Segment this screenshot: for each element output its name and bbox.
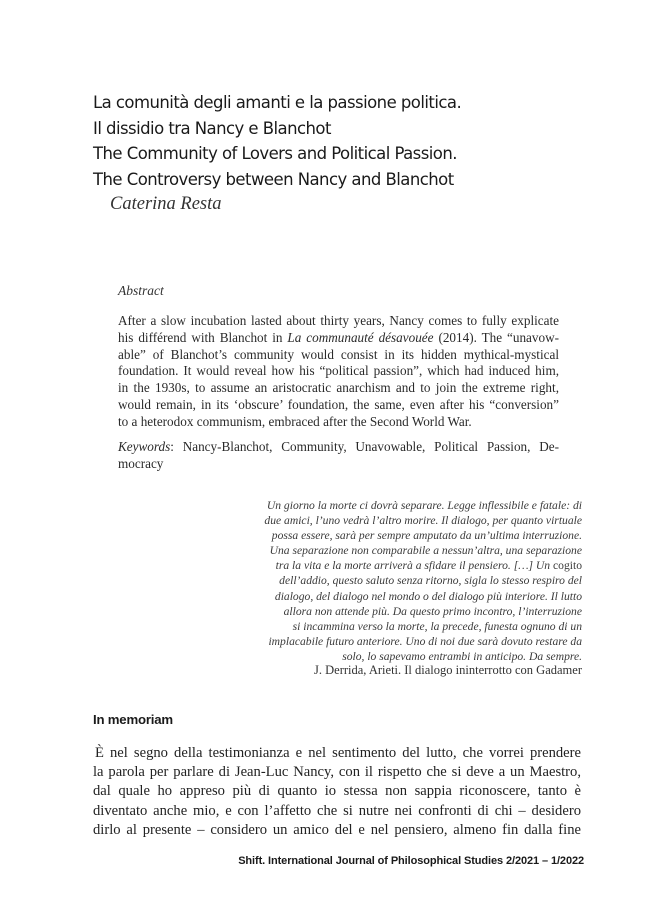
author-name: Caterina Resta xyxy=(110,194,222,214)
epigraph-line: solo, lo sapevamo entrambi in anticipo. Da sempre. xyxy=(342,649,582,663)
keywords-line: mocracy xyxy=(118,455,164,471)
epigraph-source: J. Derrida, Arieti. Il dialogo ininterrotto con Gadamer xyxy=(314,663,582,677)
epigraph-quote xyxy=(220,498,582,664)
epigraph-line: dialogo, del dialogo nel mondo o del dialogo più interiore. Il lutto xyxy=(274,589,582,603)
abstract-line xyxy=(118,397,559,414)
abstract-line-text: able” of Blanchot’s community would consist in its hidden mythical-mystical xyxy=(118,346,559,362)
epigraph-line: si incammina verso la morte, la precede, funesta ognuno di un xyxy=(292,619,582,633)
abstract-heading: Abstract xyxy=(118,283,164,298)
body-line: dal quale ho appreso più di quanto io stessa non sappia riconoscere, tanto è xyxy=(93,783,581,800)
cogito-word: cogito xyxy=(553,559,582,573)
abstract-line-text: would remain, in its ‘obscure’ foundation, the same, even after his “conversion” xyxy=(118,396,559,412)
abstract-line xyxy=(118,380,559,397)
abstract-line-text: (2014). The “unavow- xyxy=(433,329,560,345)
title-line: La comunità degli amanti e la passione politica. xyxy=(93,93,462,112)
abstract-line xyxy=(118,363,559,380)
body-line: È nel segno della testimonianza e nel sentimento del lutto, che vorrei prendere xyxy=(95,745,581,761)
abstract-line-text: foundation. It would reveal how his “political passion”, which had induced him, xyxy=(118,363,559,379)
abstract-line xyxy=(118,414,559,431)
epigraph-line: possa essere, sarà per sempre amputato da un’ultima interruzione. xyxy=(271,529,582,543)
abstract-line-text: his différend with Blanchot in xyxy=(118,329,288,345)
section-heading: In memoriam xyxy=(93,712,173,727)
epigraph-line-text: tra la vita e la morte arriverà a sfidare il pensiero. […] Un xyxy=(275,559,554,573)
title-line: Il dissidio tra Nancy e Blanchot xyxy=(93,118,331,138)
body-line: dirlo al presente – considero un amico del e nel pensiero, almeno fin dalla fine xyxy=(93,821,581,838)
epigraph-line: implacabile futuro anteriore. Uno di noi due sarà dovuto restare da xyxy=(268,634,582,648)
abstract-text xyxy=(118,313,559,431)
book-title: La communauté désavouée xyxy=(287,329,434,345)
abstract-line xyxy=(118,330,559,347)
epigraph-line: allora non attende più. Da questo primo incontro, l’interruzione xyxy=(283,604,582,618)
title-line: The Community of Lovers and Political Passion. xyxy=(93,144,457,163)
abstract-line-text: in the 1930s, to assume an aristocratic anarchism and to join the extreme right, xyxy=(118,380,559,396)
abstract-line xyxy=(118,313,559,330)
epigraph-line: Una separazione non comparabile a nessun’altra, una separazione xyxy=(269,544,582,558)
keywords xyxy=(118,439,559,473)
title-line: The Controversy between Nancy and Blanchot xyxy=(93,169,454,189)
abstract-line-text: to a heterodox communism, embraced after the Second World War. xyxy=(118,413,472,429)
epigraph-line: Un giorno la morte ci dovrà separare. Legge inflessibile e fatale: di xyxy=(266,499,582,512)
body-paragraph xyxy=(93,744,581,840)
body-line: la parola per parlare di Jean-Luc Nancy, con il rispetto che si deve a un Maestro, xyxy=(93,764,581,781)
article-title-block xyxy=(93,90,613,216)
keywords-line xyxy=(118,439,559,456)
journal-footer: Shift. International Journal of Philosophical Studies 2/2021 – 1/2022 xyxy=(238,855,584,867)
abstract-line xyxy=(118,347,559,364)
keywords-list: : Nancy-Blanchot, Community, Unavowable, Political Passion, De- xyxy=(170,439,559,454)
keywords-label: Keywords xyxy=(118,439,171,454)
epigraph-line xyxy=(220,558,582,573)
body-line: diventato anche mio, e con l’affetto che si nutre nei confronti di chi – desidero xyxy=(93,802,581,819)
epigraph-line: dell’addio, questo saluto senza ritorno, sigla lo stesso respiro del xyxy=(279,574,582,588)
abstract-line-text: After a slow incubation lasted about thirty years, Nancy comes to fully explicate xyxy=(118,313,559,328)
epigraph-line: due amici, l’uno vedrà l’altro morire. Il dialogo, per quanto virtuale xyxy=(264,514,582,528)
